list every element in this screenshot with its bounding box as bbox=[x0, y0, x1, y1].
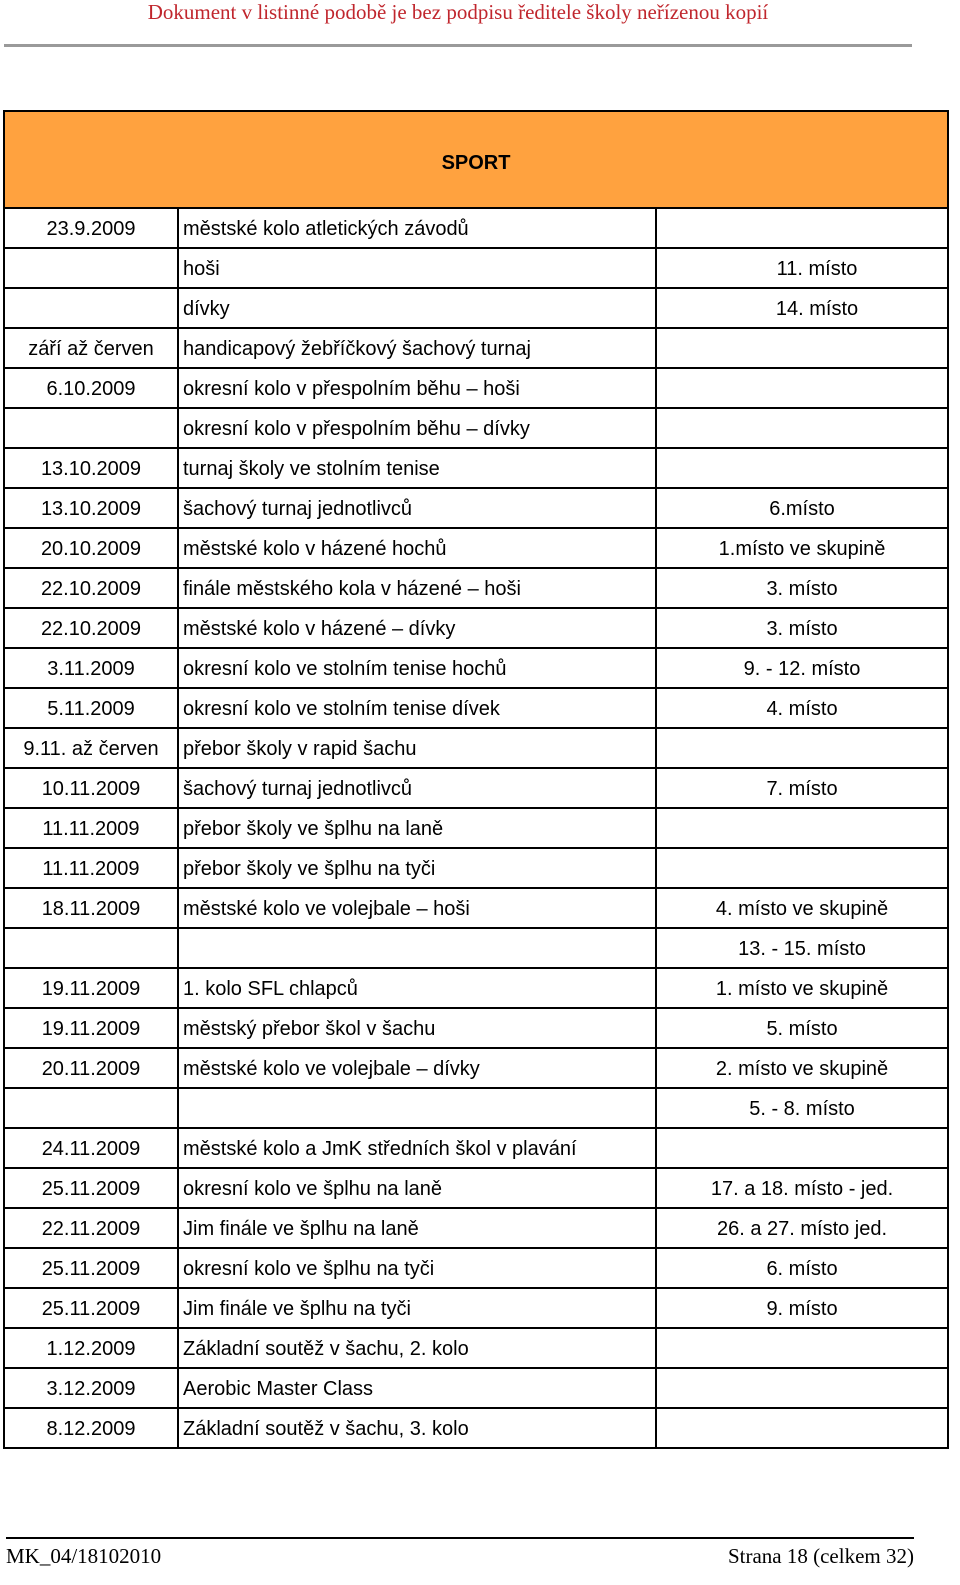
row-event: městské kolo v házené – dívky bbox=[178, 608, 656, 648]
row-event: městské kolo ve volejbale – hoši bbox=[178, 888, 656, 928]
row-result-text: 26. a 27. místo jed. bbox=[716, 1217, 888, 1240]
table-row bbox=[4, 528, 948, 568]
sport-table bbox=[3, 110, 949, 1449]
table-row bbox=[4, 1168, 948, 1208]
row-event: přebor školy ve šplhu na tyči bbox=[178, 848, 656, 888]
row-event bbox=[178, 928, 656, 968]
row-result bbox=[656, 408, 948, 448]
row-result-text: 3. místo bbox=[766, 617, 838, 640]
row-event: Základní soutěž v šachu, 2. kolo bbox=[178, 1328, 656, 1368]
row-result bbox=[656, 1088, 948, 1128]
row-event: Jim finále ve šplhu na tyči bbox=[178, 1288, 656, 1328]
row-result-text: 2. místo ve skupině bbox=[715, 1057, 889, 1080]
row-date: 11.11.2009 bbox=[4, 848, 178, 888]
row-result-text: 1.místo ve skupině bbox=[718, 537, 886, 560]
table-row bbox=[4, 968, 948, 1008]
row-result bbox=[656, 1168, 948, 1208]
row-result-text: 9. - 12. místo bbox=[743, 657, 861, 680]
table-row bbox=[4, 288, 948, 328]
row-date: 8.12.2009 bbox=[4, 1408, 178, 1448]
row-date bbox=[4, 248, 178, 288]
row-result bbox=[656, 568, 948, 608]
row-result bbox=[656, 1248, 948, 1288]
page-number: Strana 18 (celkem 32) bbox=[727, 1544, 914, 1568]
row-date bbox=[4, 1088, 178, 1128]
row-event: Základní soutěž v šachu, 3. kolo bbox=[178, 1408, 656, 1448]
table-row bbox=[4, 848, 948, 888]
row-result bbox=[656, 1408, 948, 1448]
row-date: 13.10.2009 bbox=[4, 448, 178, 488]
row-date: 25.11.2009 bbox=[4, 1288, 178, 1328]
table-row bbox=[4, 1208, 948, 1248]
row-date: 25.11.2009 bbox=[4, 1168, 178, 1208]
row-date: 10.11.2009 bbox=[4, 768, 178, 808]
table-row bbox=[4, 1088, 948, 1128]
table-row bbox=[4, 728, 948, 768]
row-date: 19.11.2009 bbox=[4, 1008, 178, 1048]
row-event: městské kolo ve volejbale – dívky bbox=[178, 1048, 656, 1088]
row-result-text: 3. místo bbox=[766, 577, 838, 600]
row-event: handicapový žebříčkový šachový turnaj bbox=[178, 328, 656, 368]
row-date: 11.11.2009 bbox=[4, 808, 178, 848]
row-date: 3.12.2009 bbox=[4, 1368, 178, 1408]
row-result bbox=[656, 488, 948, 528]
document-code: MK_04/18102010 bbox=[6, 1544, 162, 1568]
row-result bbox=[656, 848, 948, 888]
row-result-text: 11. místo bbox=[776, 257, 858, 280]
row-date: 13.10.2009 bbox=[4, 488, 178, 528]
table-row bbox=[4, 408, 948, 448]
row-date: 3.11.2009 bbox=[4, 648, 178, 688]
table-row bbox=[4, 768, 948, 808]
row-result bbox=[656, 888, 948, 928]
row-result bbox=[656, 1208, 948, 1248]
row-result-text: 7. místo bbox=[766, 777, 838, 800]
table-row bbox=[4, 688, 948, 728]
row-event: Jim finále ve šplhu na laně bbox=[178, 1208, 656, 1248]
row-event: městské kolo atletických závodů bbox=[178, 208, 656, 248]
row-date: 23.9.2009 bbox=[4, 208, 178, 248]
table-row bbox=[4, 328, 948, 368]
row-result bbox=[656, 288, 948, 328]
row-event: městský přebor škol v šachu bbox=[178, 1008, 656, 1048]
table-row bbox=[4, 1408, 948, 1448]
row-result bbox=[656, 1008, 948, 1048]
row-result bbox=[656, 608, 948, 648]
row-result bbox=[656, 1048, 948, 1088]
row-result-text: 6.místo bbox=[769, 497, 835, 520]
row-result bbox=[656, 968, 948, 1008]
row-result-text: 17. a 18. místo - jed. bbox=[710, 1177, 894, 1200]
row-result-text: 4. místo ve skupině bbox=[715, 897, 889, 920]
row-event: městské kolo v házené hochů bbox=[178, 528, 656, 568]
row-result-text: 1. místo ve skupině bbox=[715, 977, 889, 1000]
row-event bbox=[178, 1088, 656, 1128]
table-row bbox=[4, 1048, 948, 1088]
table-row bbox=[4, 1328, 948, 1368]
table-row bbox=[4, 208, 948, 248]
row-event: šachový turnaj jednotlivců bbox=[178, 768, 656, 808]
document-notice: Dokument v listinné podobě je bez podpisu ředitele školy neřízenou kopií bbox=[147, 0, 769, 24]
row-event: dívky bbox=[178, 288, 656, 328]
row-date: září až červen bbox=[4, 328, 178, 368]
row-result bbox=[656, 208, 948, 248]
row-event: hoši bbox=[178, 248, 656, 288]
row-date: 18.11.2009 bbox=[4, 888, 178, 928]
row-result-text: 9. místo bbox=[766, 1297, 838, 1320]
row-result-text: 14. místo bbox=[775, 297, 859, 320]
row-result-text: 4. místo bbox=[766, 697, 838, 720]
row-result bbox=[656, 688, 948, 728]
row-result bbox=[656, 728, 948, 768]
row-date bbox=[4, 288, 178, 328]
row-date: 5.11.2009 bbox=[4, 688, 178, 728]
table-row bbox=[4, 1248, 948, 1288]
table-row bbox=[4, 448, 948, 488]
row-result bbox=[656, 928, 948, 968]
table-row bbox=[4, 248, 948, 288]
row-event: šachový turnaj jednotlivců bbox=[178, 488, 656, 528]
row-event: Aerobic Master Class bbox=[178, 1368, 656, 1408]
row-result bbox=[656, 768, 948, 808]
row-result-text: 6. místo bbox=[766, 1257, 838, 1280]
row-date: 22.10.2009 bbox=[4, 608, 178, 648]
row-event: okresní kolo ve šplhu na tyči bbox=[178, 1248, 656, 1288]
row-result bbox=[656, 328, 948, 368]
table-row bbox=[4, 888, 948, 928]
row-result bbox=[656, 248, 948, 288]
row-event: přebor školy ve šplhu na laně bbox=[178, 808, 656, 848]
row-result bbox=[656, 1328, 948, 1368]
table-title: SPORT bbox=[4, 111, 948, 208]
row-event: 1. kolo SFL chlapců bbox=[178, 968, 656, 1008]
sport-table-body bbox=[4, 111, 948, 1448]
row-event: okresní kolo v přespolním běhu – dívky bbox=[178, 408, 656, 448]
row-date: 24.11.2009 bbox=[4, 1128, 178, 1168]
row-date bbox=[4, 408, 178, 448]
row-result bbox=[656, 1288, 948, 1328]
row-event: turnaj školy ve stolním tenise bbox=[178, 448, 656, 488]
row-result-text: 13. - 15. místo bbox=[738, 937, 866, 960]
row-event: městské kolo a JmK středních škol v plavání bbox=[178, 1128, 656, 1168]
row-result bbox=[656, 808, 948, 848]
table-row bbox=[4, 368, 948, 408]
row-date: 22.10.2009 bbox=[4, 568, 178, 608]
header-divider bbox=[4, 44, 912, 47]
row-result bbox=[656, 1368, 948, 1408]
row-result bbox=[656, 368, 948, 408]
row-date: 25.11.2009 bbox=[4, 1248, 178, 1288]
row-event: okresní kolo ve stolním tenise hochů bbox=[178, 648, 656, 688]
table-row bbox=[4, 608, 948, 648]
table-row bbox=[4, 928, 948, 968]
table-row bbox=[4, 568, 948, 608]
row-date: 1.12.2009 bbox=[4, 1328, 178, 1368]
row-event: finále městského kola v házené – hoši bbox=[178, 568, 656, 608]
table-row bbox=[4, 488, 948, 528]
table-row bbox=[4, 1008, 948, 1048]
row-date: 9.11. až červen bbox=[4, 728, 178, 768]
row-result bbox=[656, 1128, 948, 1168]
row-event: přebor školy v rapid šachu bbox=[178, 728, 656, 768]
row-date: 20.11.2009 bbox=[4, 1048, 178, 1088]
row-result-text: 5. - 8. místo bbox=[749, 1097, 855, 1120]
row-result bbox=[656, 448, 948, 488]
table-row bbox=[4, 808, 948, 848]
row-result bbox=[656, 528, 948, 568]
row-date: 6.10.2009 bbox=[4, 368, 178, 408]
table-row bbox=[4, 648, 948, 688]
row-date: 22.11.2009 bbox=[4, 1208, 178, 1248]
row-date: 19.11.2009 bbox=[4, 968, 178, 1008]
row-date bbox=[4, 928, 178, 968]
table-row bbox=[4, 1288, 948, 1328]
row-event: okresní kolo ve stolním tenise dívek bbox=[178, 688, 656, 728]
row-event: okresní kolo v přespolním běhu – hoši bbox=[178, 368, 656, 408]
table-row bbox=[4, 1128, 948, 1168]
table-title-row bbox=[4, 111, 948, 208]
row-result bbox=[656, 648, 948, 688]
row-event: okresní kolo ve šplhu na laně bbox=[178, 1168, 656, 1208]
row-result-text: 5. místo bbox=[766, 1017, 838, 1040]
page-footer bbox=[6, 1537, 914, 1571]
table-row bbox=[4, 1368, 948, 1408]
row-date: 20.10.2009 bbox=[4, 528, 178, 568]
